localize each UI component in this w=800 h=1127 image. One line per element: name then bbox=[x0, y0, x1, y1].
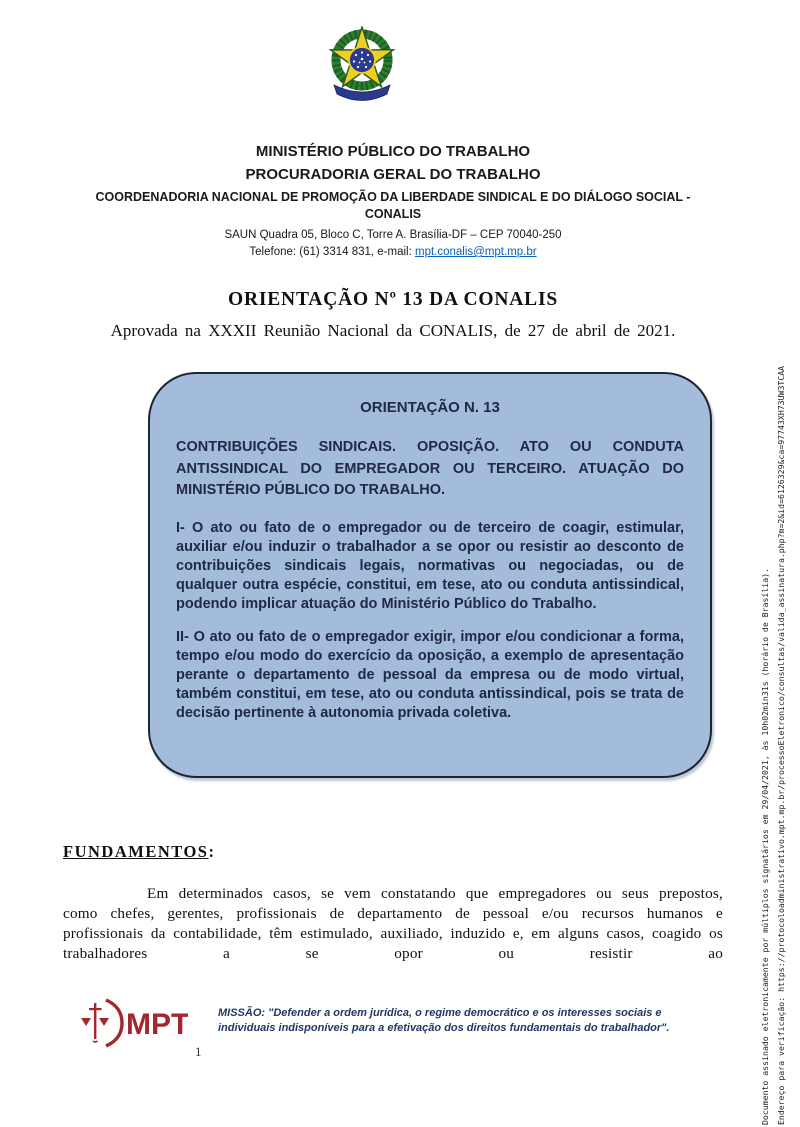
orientation-box-summary: CONTRIBUIÇÕES SINDICAIS. OPOSIÇÃO. ATO OU CONDUTA ANTISSINDICAL DO EMPREGADOR OU TERCEIRO. ATUAÇÃO DO MINISTÉRIO PÚBLICO DO TRABALHO. bbox=[176, 439, 684, 498]
contact-line bbox=[63, 244, 723, 261]
email-link[interactable]: mpt.conalis@mpt.mp.br bbox=[414, 246, 537, 258]
signature-stamp-line1: Documento assinado eletronicamente por múltiplos signatários em 29/04/2021, às 10h02min31s (horário de Brasília). bbox=[760, 567, 770, 1125]
org-name-line4: CONALIS bbox=[364, 207, 422, 221]
brazil-coat-of-arms-icon bbox=[326, 26, 398, 106]
letterhead bbox=[63, 140, 723, 261]
orientation-item-1: I- O ato ou fato de o empregador ou de terceiro de coagir, estimular, auxiliar e/ou induzir o trabalhador a se opor ou resistir ao desconto de contribuições sindicais legais, normativas ou negociadas, ou de qualquer outra espécie, constitui, em tese, ato ou conduta antissindical, podendo implicar atuação do Ministério Público do Trabalho. bbox=[176, 519, 684, 612]
org-name-line3: COORDENADORIA NACIONAL DE PROMOÇÃO DA LIBERDADE SINDICAL E DO DIÁLOGO SOCIAL - bbox=[95, 190, 691, 204]
fundamentos-paragraph: Em determinados casos, se vem constatando que empregadores ou seus prepostos, como chefes, gerentes, profissionais de departamento de pessoal e/ou recursos humanos e profissionais da contabilidade, têm estimulado, auxiliado, induzido e, em alguns casos, coagido os trabalhadores a se opor ou resistir ao bbox=[63, 885, 723, 962]
phone-label: Telefone: (61) 3314 831, e-mail: bbox=[249, 246, 415, 258]
document-subtitle: Aprovada na XXXII Reunião Nacional da CONALIS, de 27 de abril de 2021. bbox=[110, 321, 676, 340]
mission-statement: MISSÃO: "Defender a ordem jurídica, o regime democrático e os interesses sociais e individuais indisponíveis para a efetivação dos direitos fundamentais do trabalhador". bbox=[218, 1007, 670, 1034]
orientation-box bbox=[148, 372, 712, 778]
mpt-logo bbox=[76, 997, 188, 1051]
org-name-line1: MINISTÉRIO PÚBLICO DO TRABALHO bbox=[255, 143, 531, 160]
fundamentos-heading-colon: : bbox=[208, 842, 216, 861]
orientation-box-heading: ORIENTAÇÃO N. 13 bbox=[360, 399, 500, 416]
fundamentos-heading bbox=[63, 842, 215, 862]
document-title: ORIENTAÇÃO Nº 13 DA CONALIS bbox=[228, 289, 558, 310]
fundamentos-heading-text: FUNDAMENTOS bbox=[63, 842, 209, 861]
address-line: SAUN Quadra 05, Bloco C, Torre A. Brasília-DF – CEP 70040-250 bbox=[224, 229, 562, 241]
org-name-line2: PROCURADORIA GERAL DO TRABALHO bbox=[245, 166, 541, 183]
page-number: 1 bbox=[195, 1044, 202, 1059]
orientation-item-2: II- O ato ou fato de o empregador exigir, impor e/ou condicionar a forma, tempo e/ou modo do exercício da oposição, a exemplo de apresentação perante o departamento de pessoal da empresa ou de modo virtual, também constitui, em tese, ato ou conduta antissindical, pois se trata de decisão pertinente à autonomia privada coletiva. bbox=[176, 628, 684, 721]
mpt-logo-text: MPT bbox=[126, 1008, 188, 1041]
signature-stamp-line2: Endereço para verificação: https://protocoloadministrativo.mpt.mp.br/processoEletronico/consultas/valida_assinatura.php?m=2&id=6126329&ca=97743XH73UW3TCAA bbox=[776, 365, 786, 1125]
signature-stamp bbox=[757, 343, 793, 1125]
